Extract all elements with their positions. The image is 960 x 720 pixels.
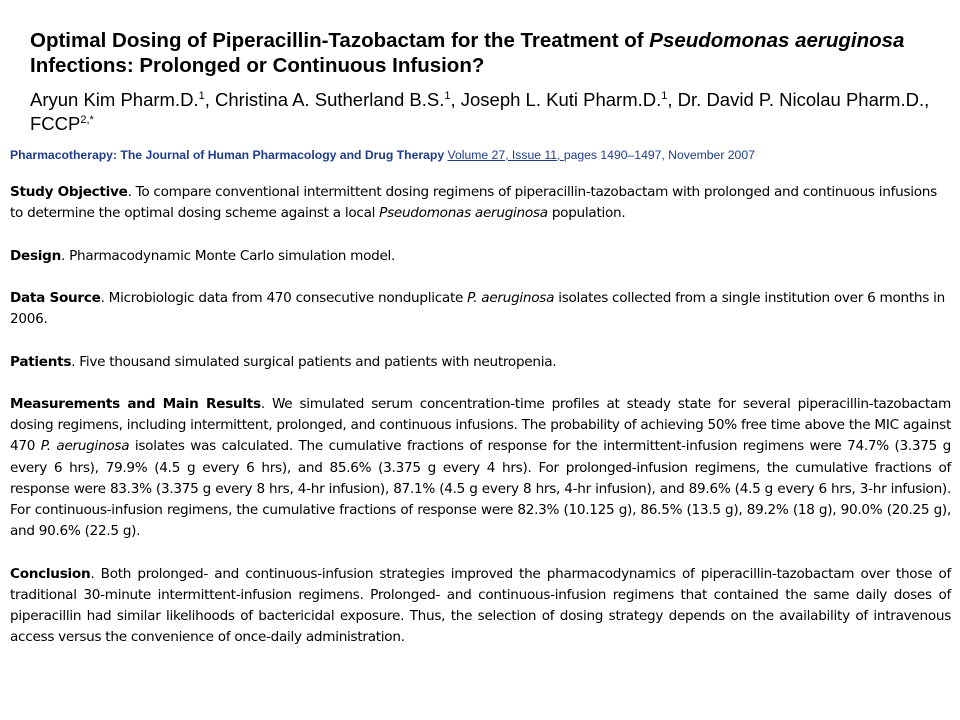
- author-nicolau-affiliation: 2,*: [80, 113, 94, 126]
- title-organism: Pseudomonas aeruginosa: [649, 29, 905, 52]
- design-text: . Pharmacodynamic Monte Carlo simulation model.: [60, 247, 396, 264]
- patients-text: . Five thousand simulated surgical patients and patients with neutropenia.: [71, 353, 557, 370]
- journal-name: Pharmacotherapy: The Journal of Human Pharmacology and Drug Therapy: [10, 148, 445, 162]
- author-nicolau: Dr. David P. Nicolau Pharm.D., FCCP: [30, 89, 930, 134]
- section-study-objective: [10, 182, 951, 224]
- section-conclusion: [10, 564, 951, 649]
- journal-citation: [10, 147, 950, 163]
- data-source-organism: P. aeruginosa: [467, 289, 555, 306]
- title-text-part1: Optimal Dosing of Piperacillin-Tazobactam for the Treatment of: [30, 29, 650, 52]
- data-source-text: . Microbiologic data from 470 consecutive nonduplicate: [100, 289, 468, 306]
- study-objective-heading: Study Objective: [10, 184, 128, 200]
- measurements-organism: P. aeruginosa: [40, 438, 130, 455]
- volume-issue-link[interactable]: Volume 27, Issue 11,: [447, 148, 564, 162]
- data-source-heading: Data Source: [10, 289, 101, 306]
- section-measurements-results: [10, 394, 951, 542]
- section-design: [10, 246, 951, 267]
- measurements-text-end: isolates was calculated. The cumulative fractions of response for the intermittent-infusion regimens were 74.7% (3.375 g every 6 hrs), 79.9% (4.5 g every 6 hrs), and 85.6% (3.375 g every 4 hrs). For prolonged-infusion regimens, the cumulative fractions of response were 83.3% (3.375 g every 8 hrs, 4-hr infusion), 87.1% (4.5 g every 8 hrs, 4-hr infusion), and 89.6% (4.5 g every 6 hrs, 3-hr infusion). For continuous-infusion regimens, the cumulative fractions of response were 82.3% (10.125 g), 86.5% (13.5 g), 89.2% (18 g), 90.0% (20.25 g), and 90.6% (22.5 g).: [10, 438, 951, 540]
- author-kuti: Joseph L. Kuti Pharm.D.: [460, 89, 662, 110]
- conclusion-heading: Conclusion: [10, 565, 91, 582]
- author-sutherland: Christina A. Sutherland B.S.: [215, 89, 445, 110]
- author-list: [30, 88, 940, 136]
- author-sutherland-affiliation: 1: [444, 89, 451, 102]
- study-objective-text-end: population.: [547, 205, 626, 222]
- conclusion-text: . Both prolonged- and continuous-infusion strategies improved the pharmacodynamics of piperacillin-tazobactam over those of traditional 30-minute intermittent-infusion regimens. Prolonged- and continuous-infusion regimens that contained the same daily doses of piperacillin had similar likelihoods of bactericidal exposure. Thus, the selection of dosing strategy depends on the availability of intravenous access versus the convenience of once-daily administration.: [10, 565, 951, 646]
- author-separator: ,: [204, 89, 216, 110]
- study-objective-text: . To compare conventional intermittent dosing regimens of piperacillin-tazobactam with prolonged and continuous infusions to determine the optimal dosing scheme against a local: [10, 184, 937, 222]
- author-kim-affiliation: 1: [198, 89, 205, 102]
- author-kim: Aryun Kim Pharm.D.: [30, 89, 199, 110]
- title-text-part2: Infections: Prolonged or Continuous Infusion?: [30, 54, 485, 77]
- measurements-text: . We simulated serum concentration-time profiles at steady state for several piperacillin-tazobactam dosing regimens, including intermittent, prolonged, and continuous infusions. The probability of achieving 50% free time above the MIC against 470: [10, 395, 951, 455]
- paper-title: [30, 28, 940, 78]
- section-data-source: [10, 288, 951, 330]
- author-separator: ,: [450, 89, 461, 110]
- author-separator: ,: [667, 89, 678, 110]
- patients-heading: Patients: [10, 353, 72, 370]
- section-patients: [10, 352, 951, 373]
- abstract-body: [10, 182, 951, 670]
- data-source-text-end: isolates collected from a single institution over 6 months in 2006.: [10, 289, 945, 328]
- design-heading: Design: [10, 247, 61, 264]
- author-kuti-affiliation: 1: [661, 89, 668, 102]
- measurements-heading: Measurements and Main Results: [10, 395, 261, 412]
- pages-date: pages 1490–1497, November 2007: [563, 148, 755, 162]
- study-objective-organism: Pseudomonas aeruginosa: [379, 205, 548, 222]
